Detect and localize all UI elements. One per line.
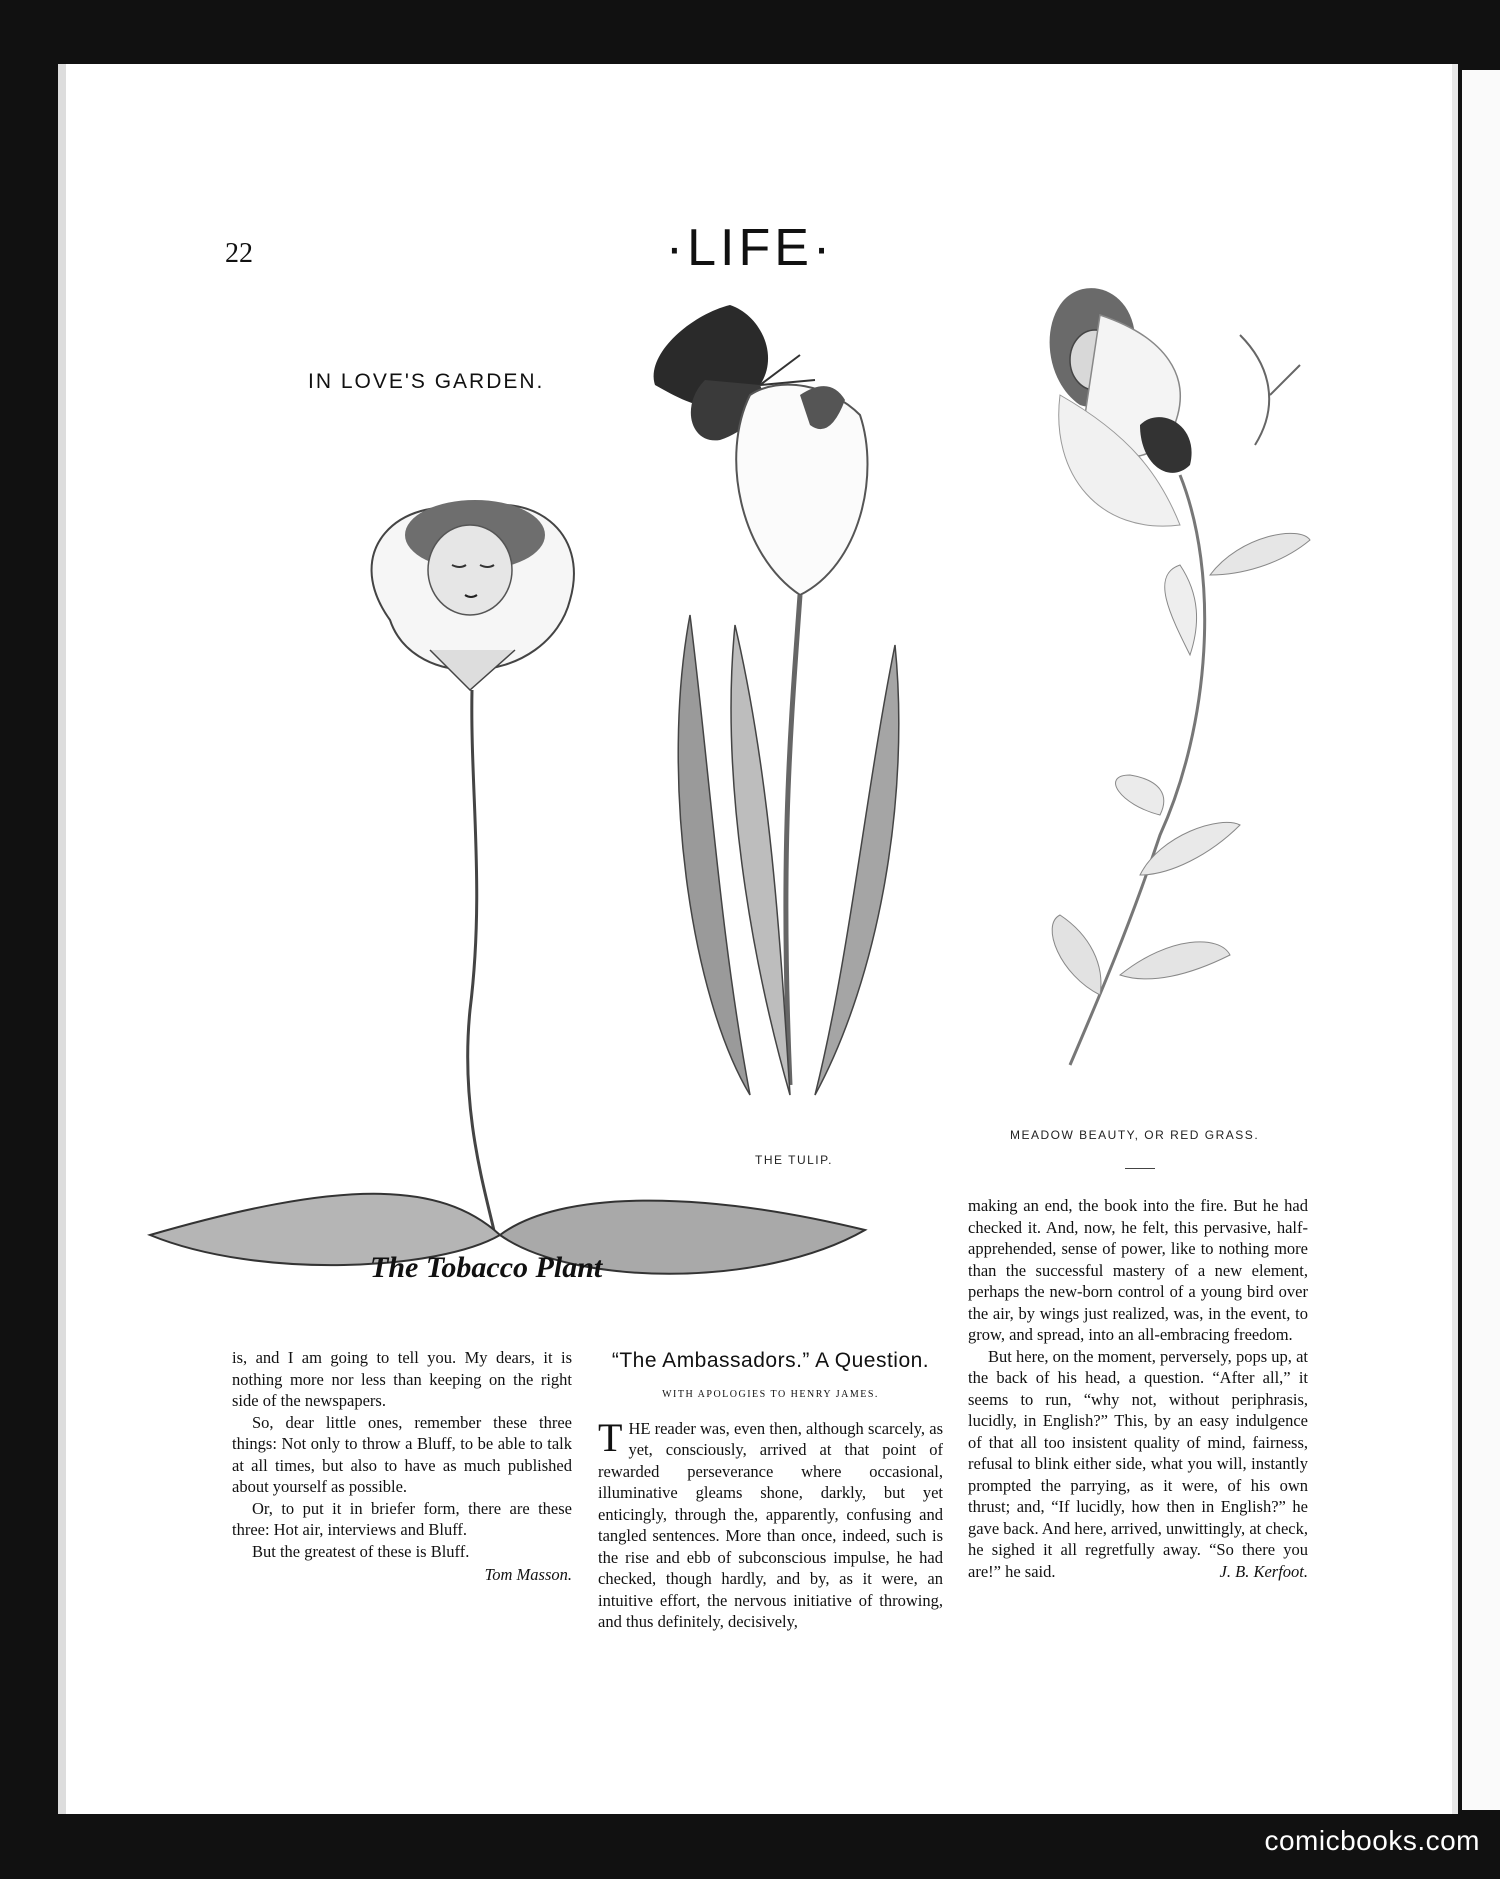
tulip-with-butterfly-illustration: [650, 295, 950, 1145]
tobacco-plant-caption: The Tobacco Plant: [370, 1251, 603, 1284]
page-number: 22: [225, 238, 253, 269]
column-2-body: HE reader was, even then, although scarcely, as yet, consciously, arrived at that point of rewarded perseverance where occasional, illuminative gleams shone, darkly, but yet enticingly, through the, apparently, confusing and tangled sentences. More than once, indeed, such is the rise and ebb of subconscious impulse, he had checked, though hardly, and by, as it were, an intuitive effort, the nervous initiative of throwing, and thus definitely, decisively,: [598, 1418, 943, 1631]
column-3-text: [968, 1195, 1308, 1583]
column-1-text: [232, 1347, 572, 1586]
column-3-paragraph: making an end, the book into the fire. But he had checked it. And, now, he felt, this pervasive, half-apprehended, sense of power, like to nothing more than the successful mastery of a new element, perhaps the new-born control of a young bird over the air, by wings just realized, was, in the event, to grow, and spread, into an all-embracing freedom.: [968, 1196, 1308, 1344]
tulip-caption: THE TULIP.: [755, 1153, 833, 1167]
column-1-paragraph: But the greatest of these is Bluff.: [252, 1541, 470, 1561]
page-gutter: [1452, 64, 1458, 1814]
column-2-paragraph: [598, 1414, 943, 1633]
byline-tom-masson: Tom Masson.: [484, 1565, 572, 1584]
column-2-text: [598, 1347, 943, 1633]
adjacent-page-edge: [1462, 70, 1500, 1810]
masthead-title: ·LIFE·: [665, 219, 835, 277]
column-1-paragraph: So, dear little ones, remember these three things: Not only to throw a Bluff, to be able to talk at all times, but also to have as much published about yourself as possible.: [232, 1412, 572, 1496]
watermark-text: comicbooks.com: [1264, 1825, 1480, 1856]
article-title: “The Ambassadors.” A Question.: [611, 1349, 930, 1372]
article-subtitle: WITH APOLOGIES TO HENRY JAMES.: [662, 1389, 879, 1400]
byline-kerfoot: J. B. Kerfoot.: [1219, 1562, 1308, 1581]
drop-cap: T: [598, 1414, 623, 1460]
caption-rule: [1125, 1168, 1155, 1169]
column-1-paragraph: is, and I am going to tell you. My dears, it is nothing more nor less than keeping on the right side of the newspapers.: [232, 1348, 572, 1410]
page-left-edge: [58, 64, 66, 1814]
column-3-paragraph: But here, on the moment, perversely, pops up, at the back of his head, a question. “After all,” it seems to run, “why not, without periphrasis, lucidly, in English?” This, by an easy indulgence of that all too insistent quality of mind, fairness, refusal to blink either side, what you will, instantly prompted the parrying, as it were, of his own thrust; and, “If lucidly, how then in English?” he gave back. And here, arrived, unwittingly, at check, he sighed it all regretfully away. “So there you are!” he said.: [968, 1346, 1308, 1581]
meadow-flower-illustration: [1040, 275, 1330, 1115]
meadow-caption: MEADOW BEAUTY, OR RED GRASS.: [1010, 1128, 1260, 1142]
section-title: IN LOVE'S GARDEN.: [308, 370, 545, 393]
column-1-paragraph: Or, to put it in briefer form, there are these three: Hot air, interviews and Bluff.: [232, 1498, 572, 1539]
